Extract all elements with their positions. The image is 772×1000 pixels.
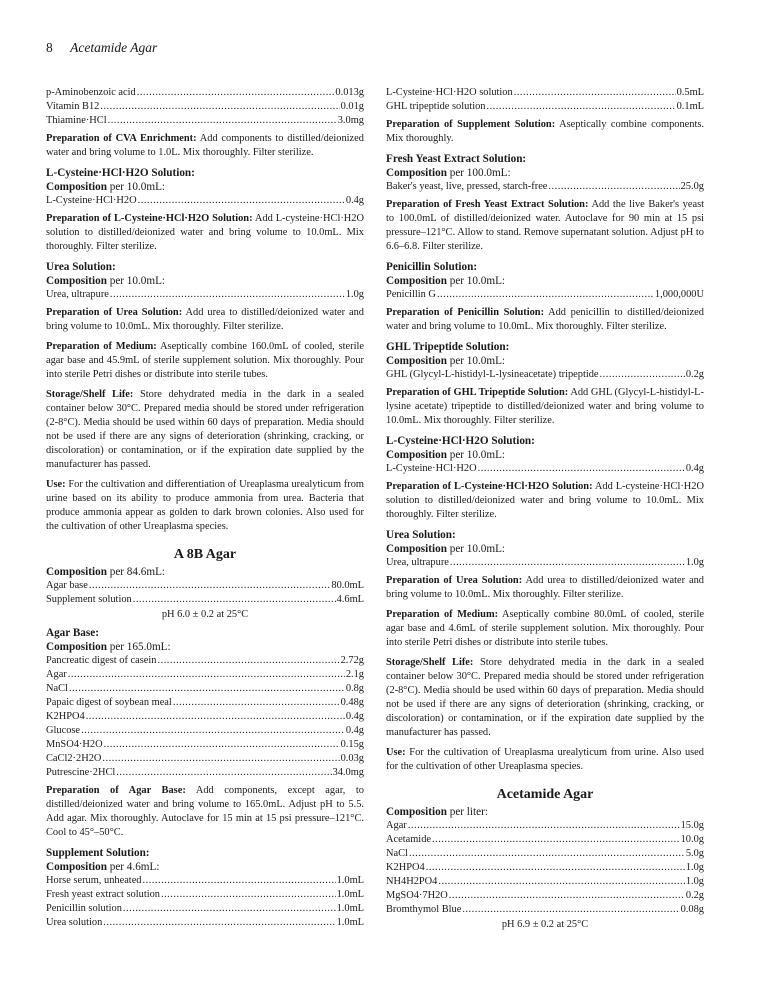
ingredient-amount: 1.0mL (336, 903, 364, 914)
ingredient-amount: 1.0mL (336, 875, 364, 886)
ingredient-name: K2HPO4 (46, 711, 85, 722)
ingredient-row (386, 462, 704, 476)
leader-dots (104, 738, 340, 752)
ingredient-row (386, 847, 704, 861)
medium-title: A 8B Agar (173, 547, 237, 562)
composition-line (386, 354, 704, 368)
composition-line (386, 542, 704, 556)
leader-dots (158, 654, 340, 668)
ingredient-amount: 1,000,000U (654, 289, 704, 300)
ingredient-list (46, 874, 364, 930)
paragraph-text: Add GHL (Glycyl-L-histidyl-L-lysine acetate) tripeptide to distilled/deionized water and bring volume to 10.0mL. Mix thoroughly. Filter sterilize. (386, 387, 704, 426)
leader-dots (133, 593, 336, 607)
ingredient-amount: 1.0mL (336, 889, 364, 900)
ingredient-list (46, 288, 364, 302)
composition-label: Composition (46, 275, 107, 287)
ingredient-row (386, 833, 704, 847)
ingredient-name: Penicillin G (386, 289, 436, 300)
composition-volume: per 10.0mL: (449, 355, 506, 367)
ingredient-name: NaCl (46, 683, 68, 694)
composition-line (386, 805, 704, 819)
leader-dots (450, 556, 685, 570)
leader-dots (437, 288, 654, 302)
composition-label: Composition (386, 806, 447, 818)
leader-dots (138, 194, 345, 208)
composition-label: Composition (386, 355, 447, 367)
ingredient-amount: 5.0g (685, 848, 704, 859)
paragraph-text: For the cultivation and differentiation of Ureaplasma urealyticum from urine based on its ability to produce ammonia from urea. Bacteria that produce ammonia appear as golden to dark brown colonies. Also used for the cultivation of other Ureaplasma species. (46, 479, 364, 532)
ingredient-name: K2HPO4 (386, 862, 425, 873)
paragraph-heading: Preparation of Penicillin Solution: (386, 307, 545, 318)
ingredient-amount: 0.4g (345, 711, 364, 722)
composition-volume: per 10.0mL: (109, 181, 166, 193)
leader-dots (102, 752, 339, 766)
ingredient-list (386, 86, 704, 114)
paragraph-text: Add L-cysteine·HCl·H2O solution to distilled/deionized water and bring volume to 10.0mL. Mix thoroughly. Filter sterilize. (386, 481, 704, 520)
paragraph (386, 608, 704, 650)
paragraph-heading: Storage/Shelf Life: (386, 657, 474, 668)
ingredient-amount: 25.0g (680, 181, 704, 192)
ph-line: pH 6.0 ± 0.2 at 25°C (161, 609, 249, 620)
left-column (46, 86, 364, 930)
paragraph-heading: Preparation of Fresh Yeast Extract Solution: (386, 199, 589, 210)
ingredient-name: Fresh yeast extract solution (46, 889, 160, 900)
leader-dots (438, 875, 684, 889)
paragraph-text: Add components, except agar, to distilled/deionized water and bring volume to 165.0mL. Adjust pH to 5.5. Add agar. Mix thoroughly. Autoclave for 15 min at 15 psi pressure–121°C. Cool to 45°–50°C. (46, 785, 365, 838)
composition-volume: per 10.0mL: (449, 449, 506, 461)
composition-label: Composition (386, 167, 447, 179)
leader-dots (69, 682, 345, 696)
ingredient-amount: 0.2g (685, 369, 704, 380)
paragraph-text: Add urea to distilled/deionized water and bring volume to 10.0mL. Mix thoroughly. Filter sterilize. (46, 307, 364, 332)
paragraph-heading: Preparation of L-Cysteine·HCl·H2O Solution: (386, 481, 593, 492)
ingredient-row (386, 180, 704, 194)
paragraph-heading: Preparation of Urea Solution: (46, 307, 183, 318)
ingredient-amount: 0.8g (345, 683, 364, 694)
ingredient-row (386, 875, 704, 889)
paragraph (46, 388, 364, 472)
ingredient-name: Agar base (46, 580, 88, 591)
paragraph-heading: Preparation of Urea Solution: (386, 575, 523, 586)
leader-dots (478, 462, 685, 476)
paragraph-text: Store dehydrated media in the dark in a sealed container below 30°C. Prepared media should be stored under refrigeration (2-8°C). Media should be used within 60 days of preparation. Media should not be used if there are any signs of deterioration (shrinking, cracking, or discoloration) or contamination, or if the expiration date supplied by the manufacturer has passed. (386, 657, 705, 738)
ingredient-row (46, 114, 364, 128)
leader-dots (86, 710, 345, 724)
ingredient-name: Baker's yeast, live, pressed, starch-free (386, 181, 548, 192)
ingredient-amount: 0.4g (345, 725, 364, 736)
leader-dots (486, 100, 675, 114)
leader-dots (137, 86, 335, 100)
ingredient-row (46, 916, 364, 930)
page-number: 8 (46, 40, 53, 55)
ingredient-row (386, 368, 704, 382)
leader-dots (432, 833, 680, 847)
ph-line: pH 6.9 ± 0.2 at 25°C (501, 919, 589, 930)
ingredient-row (46, 579, 364, 593)
ingredient-row (46, 724, 364, 738)
ingredient-amount: 0.1mL (676, 101, 704, 112)
composition-volume: per 10.0mL: (109, 275, 166, 287)
ingredient-row (386, 861, 704, 875)
composition-volume: per 84.6mL: (109, 566, 166, 578)
paragraph (386, 386, 704, 428)
ingredient-row (46, 752, 364, 766)
ingredient-name: MnSO4·H2O (46, 739, 103, 750)
section-heading: L-Cysteine·HCl·H2O Solution: (386, 435, 535, 447)
ingredient-row (386, 903, 704, 917)
composition-volume: per 4.6mL: (109, 861, 160, 873)
paragraph (386, 306, 704, 334)
ingredient-amount: 15.0g (680, 820, 704, 831)
ingredient-amount: 0.03g (340, 753, 364, 764)
ingredient-list (386, 288, 704, 302)
paragraph-text: Aseptically combine 80.0mL of cooled, sterile agar base and 4.6mL of sterile supplement solution. Mix thoroughly. Pour into sterile Petri dishes or distribute into sterile tubes. (386, 609, 704, 648)
ingredient-amount: 34.0mg (332, 767, 364, 778)
paragraph-text: Aseptically combine components. Mix thoroughly. (386, 119, 704, 144)
ingredient-row (46, 194, 364, 208)
leader-dots (143, 874, 336, 888)
paragraph-text: For the cultivation of Ureaplasma urealyticum from urine. Also used for the cultivation of other Ureaplasma species. (386, 747, 704, 772)
ingredient-name: p-Aminobenzoic acid (46, 87, 136, 98)
paragraph (46, 306, 364, 334)
leader-dots (89, 579, 331, 593)
paragraph-heading: Preparation of CVA Enrichment: (46, 133, 197, 144)
running-title: Acetamide Agar (70, 40, 158, 55)
paragraph-heading: Use: (46, 479, 66, 490)
ingredient-name: Glucose (46, 725, 81, 736)
ingredient-row (386, 556, 704, 570)
ingredient-row (386, 889, 704, 903)
composition-line (46, 640, 364, 654)
ingredient-name: GHL tripeptide solution (386, 101, 486, 112)
ingredient-name: CaCl2·2H2O (46, 753, 102, 764)
leader-dots (100, 100, 339, 114)
leader-dots (449, 889, 685, 903)
ingredient-row (46, 682, 364, 696)
paragraph (46, 478, 364, 534)
composition-line (46, 565, 364, 579)
paragraph-heading: Use: (386, 747, 406, 758)
ingredient-list (46, 579, 364, 607)
ingredient-name: MgSO4·7H2O (386, 890, 448, 901)
paragraph-heading: Preparation of Supplement Solution: (386, 119, 556, 130)
ingredient-name: NaCl (386, 848, 408, 859)
ingredient-name: Acetamide (386, 834, 432, 845)
ingredient-name: Papaic digest of soybean meal (46, 697, 172, 708)
ingredient-name: Urea solution (46, 917, 103, 928)
ingredient-amount: 0.013g (335, 87, 364, 98)
ingredient-row (46, 288, 364, 302)
composition-label: Composition (46, 566, 107, 578)
paragraph (386, 656, 704, 740)
ingredient-row (46, 593, 364, 607)
ingredient-amount: 2.1g (345, 669, 364, 680)
paragraph (46, 784, 364, 840)
leader-dots (110, 288, 345, 302)
composition-volume: per 10.0mL: (449, 275, 506, 287)
leader-dots (161, 888, 336, 902)
ingredient-row (386, 819, 704, 833)
ingredient-list (46, 194, 364, 208)
composition-line (386, 274, 704, 288)
ingredient-amount: 0.2g (685, 890, 704, 901)
paragraph-text: Add components to distilled/deionized water and bring volume to 1.0L. Mix thoroughly. Filter sterilize. (46, 133, 364, 158)
ingredient-name: Agar (386, 820, 407, 831)
paragraph (46, 132, 364, 160)
ingredient-amount: 1.0g (685, 876, 704, 887)
ingredient-name: Vitamin B12 (46, 101, 100, 112)
ingredient-row (46, 668, 364, 682)
ingredient-amount: 3.0mg (337, 115, 364, 126)
ingredient-list (386, 556, 704, 570)
ingredient-amount: 0.4g (345, 195, 364, 206)
ingredient-amount: 4.6mL (336, 594, 364, 605)
leader-dots (600, 368, 685, 382)
paragraph (386, 574, 704, 602)
paragraph-text: Store dehydrated media in the dark in a sealed container below 30°C. Prepared media should be stored under refrigeration (2-8°C). Media should be used within 60 days of preparation. Media should not be used if there are any signs of deterioration (shrinking, cracking, or discoloration) or contamination, or if the expiration date supplied by the manufacturer has passed. (46, 389, 365, 470)
ingredient-row (386, 86, 704, 100)
page-header (46, 40, 157, 56)
ingredient-name: NH4H2PO4 (386, 876, 438, 887)
ingredient-name: Thiamine·HCl (46, 115, 107, 126)
ingredient-name: Horse serum, unheated (46, 875, 142, 886)
leader-dots (103, 916, 335, 930)
composition-label: Composition (386, 449, 447, 461)
composition-volume: per 100.0mL: (449, 167, 511, 179)
ingredient-row (46, 696, 364, 710)
composition-line (386, 448, 704, 462)
paragraph (386, 198, 704, 254)
paragraph-heading: Preparation of Medium: (386, 609, 499, 620)
paragraph-heading: Preparation of Agar Base: (46, 785, 186, 796)
composition-line (46, 860, 364, 874)
right-column (386, 86, 704, 936)
ingredient-name: GHL (Glycyl-L-histidyl-L-lysineacetate) tripeptide (386, 369, 599, 380)
composition-label: Composition (386, 275, 447, 287)
ingredient-amount: 0.01g (340, 101, 364, 112)
ingredient-name: Urea, ultrapure (386, 557, 449, 568)
ingredient-row (386, 100, 704, 114)
ingredient-row (46, 86, 364, 100)
ingredient-row (46, 654, 364, 668)
leader-dots (123, 902, 336, 916)
paragraph (386, 480, 704, 522)
leader-dots (116, 766, 331, 780)
composition-line (46, 274, 364, 288)
composition-volume: per liter: (449, 806, 488, 818)
section-heading: Urea Solution: (46, 261, 116, 273)
ingredient-amount: 0.15g (340, 739, 364, 750)
paragraph (386, 118, 704, 146)
composition-volume: per 165.0mL: (109, 641, 171, 653)
ingredient-list (46, 654, 364, 780)
paragraph-heading: Storage/Shelf Life: (46, 389, 134, 400)
ingredient-amount: 0.48g (340, 697, 364, 708)
paragraph-text: Aseptically combine 160.0mL of cooled, sterile agar base and 45.9mL of sterile supplement solution. Mix thoroughly. Pour into sterile Petri dishes or distribute into sterile tubes. (46, 341, 364, 380)
paragraph-text: Add the live Baker's yeast to 100.0mL of distilled/deionized water. Autoclave for 90 min at 15 psi pressure–121°C. Allow to stand. Remove supernatant solution. Adjust pH to 6.6–6.8. Filter sterilize. (386, 199, 705, 252)
paragraph-text: Add L-cysteine·HCl·H2O solution to distilled/deionized water and bring volume to 10.0mL. Mix thoroughly. Filter sterilize. (46, 213, 364, 252)
ingredient-name: Supplement solution (46, 594, 132, 605)
ingredient-name: L-Cysteine·HCl·H2O solution (386, 87, 513, 98)
composition-volume: per 10.0mL: (449, 543, 506, 555)
ingredient-name: Putrescine·2HCl (46, 767, 116, 778)
section-heading: GHL Tripeptide Solution: (386, 341, 510, 353)
ingredient-amount: 0.08g (680, 904, 704, 915)
ingredient-name: L-Cysteine·HCl·H2O (46, 195, 137, 206)
paragraph-heading: Preparation of L-Cysteine·HCl·H2O Solution: (46, 213, 253, 224)
paragraph-heading: Preparation of Medium: (46, 341, 157, 352)
paragraph-heading: Preparation of GHL Tripeptide Solution: (386, 387, 569, 398)
leader-dots (81, 724, 345, 738)
ingredient-row (46, 902, 364, 916)
ingredient-amount: 1.0g (345, 289, 364, 300)
ingredient-amount: 0.4g (685, 463, 704, 474)
ingredient-amount: 2.72g (340, 655, 364, 666)
section-heading: Penicillin Solution: (386, 261, 478, 273)
ingredient-amount: 0.5mL (676, 87, 704, 98)
paragraph-text: Add urea to distilled/deionized water and bring volume to 10.0mL. Mix thoroughly. Filter sterilize. (386, 575, 704, 600)
ingredient-row (46, 874, 364, 888)
ingredient-name: Pancreatic digest of casein (46, 655, 157, 666)
ingredient-row (46, 738, 364, 752)
leader-dots (548, 180, 679, 194)
ingredient-list (386, 819, 704, 917)
ingredient-row (46, 766, 364, 780)
leader-dots (68, 668, 345, 682)
ingredient-name: Agar (46, 669, 67, 680)
ingredient-list (386, 462, 704, 476)
leader-dots (408, 819, 680, 833)
section-heading: L-Cysteine·HCl·H2O Solution: (46, 167, 195, 179)
section-heading: Supplement Solution: (46, 847, 150, 859)
leader-dots (514, 86, 676, 100)
section-heading: Urea Solution: (386, 529, 456, 541)
ingredient-row (386, 288, 704, 302)
composition-label: Composition (46, 181, 107, 193)
ingredient-amount: 1.0g (685, 557, 704, 568)
leader-dots (108, 114, 337, 128)
paragraph-text: Add penicillin to distilled/deionized water and bring volume to 10.0mL. Mix thoroughly. Filter sterilize. (386, 307, 704, 332)
ingredient-name: Penicillin solution (46, 903, 122, 914)
ingredient-amount: 1.0mL (336, 917, 364, 928)
leader-dots (409, 847, 685, 861)
medium-title: Acetamide Agar (496, 787, 594, 802)
ingredient-list (46, 86, 364, 128)
ingredient-list (386, 368, 704, 382)
leader-dots (426, 861, 685, 875)
ingredient-amount: 1.0g (685, 862, 704, 873)
composition-label: Composition (46, 641, 107, 653)
ingredient-list (386, 180, 704, 194)
leader-dots (173, 696, 340, 710)
composition-line (386, 166, 704, 180)
paragraph (386, 746, 704, 774)
ingredient-name: Urea, ultrapure (46, 289, 109, 300)
ingredient-row (46, 100, 364, 114)
ingredient-amount: 80.0mL (331, 580, 364, 591)
leader-dots (462, 903, 679, 917)
composition-label: Composition (46, 861, 107, 873)
section-heading: Agar Base: (46, 627, 99, 639)
composition-label: Composition (386, 543, 447, 555)
ingredient-name: Bromthymol Blue (386, 904, 462, 915)
composition-line (46, 180, 364, 194)
paragraph (46, 340, 364, 382)
ingredient-amount: 10.0g (680, 834, 704, 845)
ingredient-row (46, 710, 364, 724)
section-heading: Fresh Yeast Extract Solution: (386, 153, 527, 165)
ingredient-row (46, 888, 364, 902)
paragraph (46, 212, 364, 254)
ingredient-name: L-Cysteine·HCl·H2O (386, 463, 477, 474)
